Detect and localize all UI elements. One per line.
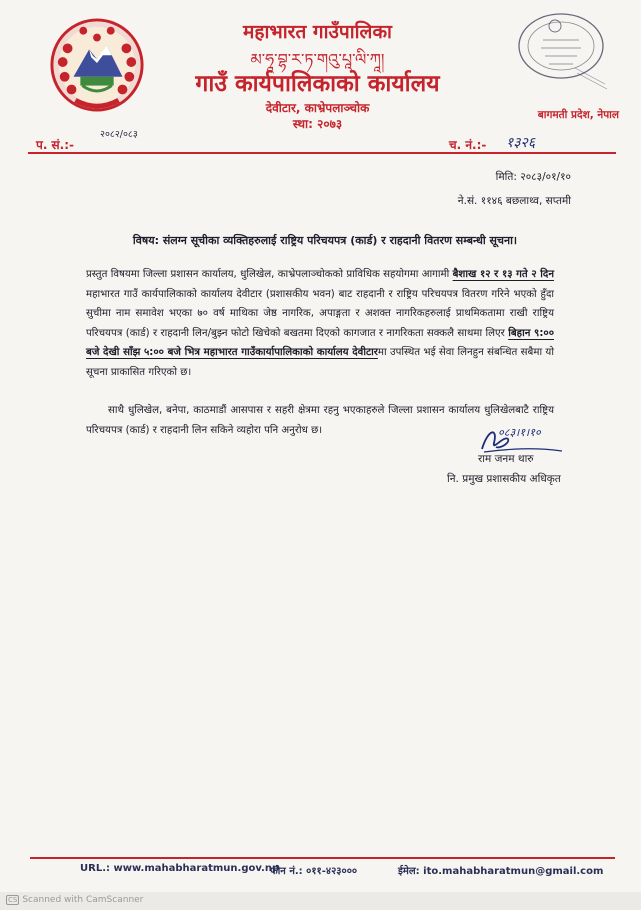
header-divider [28, 152, 616, 154]
footer-phone: फोन नं.: ०११-४२३००० [270, 866, 358, 877]
municipality-name-tibetan: མ་ཧཱ་བྷ་ར་ཏ་གའུ་པཱ་ལི་ཀཱ། [250, 50, 385, 69]
office-seal-stamp-icon [515, 10, 617, 94]
patra-sankhya-label: प. सं.:- [36, 138, 75, 152]
signatory-title: नि. प्रमुख प्रशासकीय अधिकृत [447, 473, 561, 485]
reference-line [28, 129, 618, 152]
footer-website: URL.: www.mahabharatmun.gov.np [80, 863, 280, 874]
footer-divider [30, 857, 615, 859]
nepal-sambat-date: ने.सं. ११४६ बछलाथ्व, सप्तमी [457, 195, 571, 207]
subject-line: विषय: संलग्न सूचीका व्यक्तिहरुलाई राष्ट्रिय परिचयपत्र (कार्ड) र राहदानी वितरण सम्बन्धी सूचना। [132, 234, 518, 247]
patra-sankhya-value: २०८२/०८३ [100, 129, 138, 140]
distribution-dates-emphasis: बैशाख १२ र १३ गते २ दिन [452, 269, 554, 280]
chalani-number-label: च. नं.:- [449, 138, 487, 152]
body-paragraph-2: साथै धुलिखेल, बनेपा, काठमाडौं आसपास र सहरी क्षेत्रमा रहनु भएकाहरुले जिल्ला प्रशासन कार्यालय धुलिखेलबाटै राष्ट्रिय परिचयपत्र (कार्ड) र राहदानी लिन सकिने व्यहोरा पनि अनुरोध छ। [86, 405, 554, 436]
province-name: बागमती प्रदेश, नेपाल [537, 109, 619, 121]
established-year: स्था: २०७३ [292, 117, 343, 131]
letter-date: मिति: २०८३/०१/१० [495, 171, 571, 183]
body-p1-text-a: प्रस्तुत विषयमा जिल्ला प्रशासन कार्यालय, धुलिखेल, काभ्रेपलाञ्चोकको प्राविधिक सहयोगमा आगामी [86, 269, 453, 280]
body-p1-text-b: महाभारत गाउँ कार्यपालिकाको कार्यालय देवीटार (प्रशासकीय भवन) बाट राहदानी र राष्ट्रिय परिचयपत्र वितरण गरिने भएको हुँदा सुचीमा नाम समावेश भएका ७० वर्ष माथिका जेष्ठ नागरिक, अपाङ्गता र अशक्त नागरिकहरुलाई प्राथमिकतामा राखी राष्ट्रिय परिचयपत्र (कार्ड) र राहदानी लिन/बुझ्न फोटो खिचेको बखतमा दिएको कागजात र नागरिकता सक्कलै साथमा लिएर [86, 288, 554, 339]
chalani-number-value: १३२६ [506, 135, 536, 151]
body-p1-text-c: मा उपस्थित भई सेवा लिनहुन संबन्धित सबैमा यो सूचना प्राकासित गरिएको छ। [86, 347, 554, 378]
camscanner-watermark [6, 895, 143, 905]
footer-email: ईमेल: ito.mahabharatmun@gmail.com [398, 866, 604, 877]
municipality-name: महाभारत गाउँपालिका [243, 21, 392, 43]
camscanner-text: Scanned with CamScanner [22, 895, 144, 905]
signatory-name: राम जनम थारु [478, 453, 534, 465]
office-address: देवीटार, काभ्रेपलाञ्चोक [265, 101, 370, 115]
camscanner-logo-icon: CS [8, 896, 18, 904]
service-time-location-emphasis: बिहान ९:०० बजे देखी साँझ ५:०० बजे भित्र महाभारत गाउँकार्यापालिकाको कार्यालय देवीटार [86, 327, 554, 358]
office-name: गाउँ कार्यपालिकाको कार्यालय [195, 71, 440, 97]
body-paragraph-1 [86, 265, 554, 382]
signature-date: ०८३।१।१० [498, 426, 541, 439]
nepal-emblem-icon [48, 16, 146, 114]
